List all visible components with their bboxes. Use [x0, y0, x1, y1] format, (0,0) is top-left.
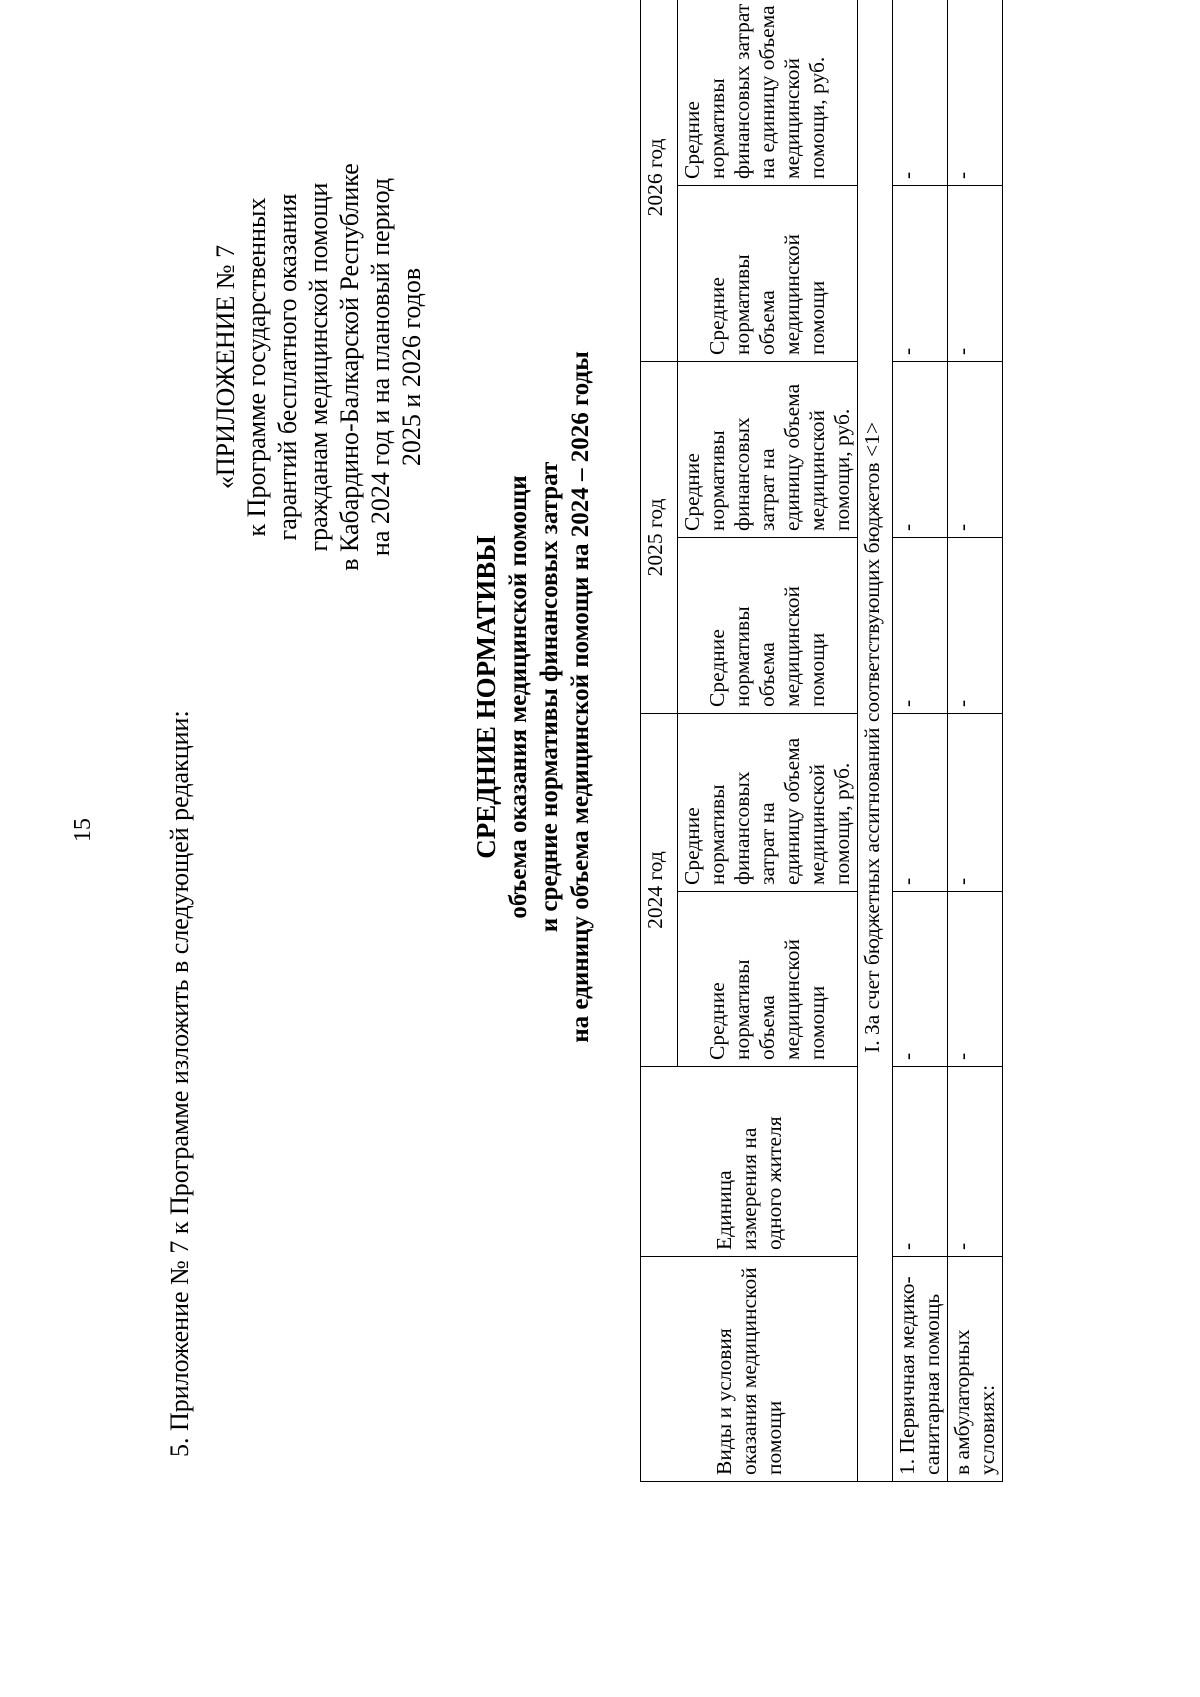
table-cell: - [893, 892, 948, 1067]
document-subtitle: объема оказания медицинской помощи [505, 475, 532, 919]
intro-paragraph: 5. Приложение № 7 к Программе изложить в следующей редакции: [165, 710, 194, 1457]
table-row [893, 0, 948, 1482]
appendix-line: на 2024 год и на плановый период [366, 177, 395, 557]
table-cell: - [893, 185, 948, 361]
page-number: 15 [70, 818, 96, 842]
appendix-line: гарантий бесплатного оказания [273, 193, 302, 541]
table-cell: - [893, 361, 948, 537]
table-cell: - [893, 0, 948, 185]
header-cost-2024: Средние нормативы финансовых затрат на единицу объема медицинской помощи, руб. [678, 713, 858, 891]
document-title-block [470, 97, 596, 1297]
header-cost-2026: Средние нормативы финансовых затрат на единицу объема медицинской помощи, руб. [678, 0, 858, 185]
table-cell: - [893, 537, 948, 713]
header-volume-2026: Средние нормативы объема медицинской помощи [678, 185, 858, 361]
table-cell: - [948, 185, 1003, 361]
document-title: СРЕДНИЕ НОРМАТИВЫ [471, 535, 501, 859]
appendix-header [210, 87, 427, 647]
header-types: Виды и условия оказания медицинской помощи [641, 1257, 858, 1482]
table-cell: - [948, 1067, 1003, 1257]
header-cost-2025: Средние нормативы финансовых затрат на единицу объема медицинской помощи, руб. [678, 361, 858, 537]
appendix-line: гражданам медицинской помощи [304, 182, 333, 552]
table-cell: - [948, 537, 1003, 713]
appendix-line: к Программе государственных [242, 197, 271, 537]
header-year-2025: 2025 год [641, 361, 678, 713]
table-cell: - [948, 0, 1003, 185]
header-year-2024: 2024 год [641, 713, 678, 1066]
header-unit: Единица измерения на одного жителя [641, 1067, 858, 1257]
table-cell: - [893, 713, 948, 891]
table-cell: - [948, 713, 1003, 891]
appendix-line: «ПРИЛОЖЕНИЕ № 7 [211, 244, 240, 490]
table-cell: - [948, 361, 1003, 537]
header-year-2026: 2026 год [641, 0, 678, 361]
table-cell: - [893, 1067, 948, 1257]
section-heading: I. За счет бюджетных ассигнований соответствующих бюджетов <1> [858, 0, 893, 1482]
table-cell: - [948, 892, 1003, 1067]
appendix-line: в Кабардино-Балкарской Республике [335, 163, 364, 571]
header-volume-2024: Средние нормативы объема медицинской помощи [678, 892, 858, 1067]
document-subtitle: на единицу объема медицинской помощи на 2024 – 2026 годы [567, 351, 594, 1043]
row-label: 1. Первичная медико-санитарная помощь [893, 1257, 948, 1482]
normatives-table [640, 0, 1003, 1482]
header-volume-2025: Средние нормативы объема медицинской помощи [678, 537, 858, 713]
row-label: в амбулаторных условиях: [948, 1257, 1003, 1482]
table-row [948, 0, 1003, 1482]
appendix-line: 2025 и 2026 годов [397, 267, 426, 467]
document-subtitle: и средние нормативы финансовых затрат [536, 461, 563, 933]
